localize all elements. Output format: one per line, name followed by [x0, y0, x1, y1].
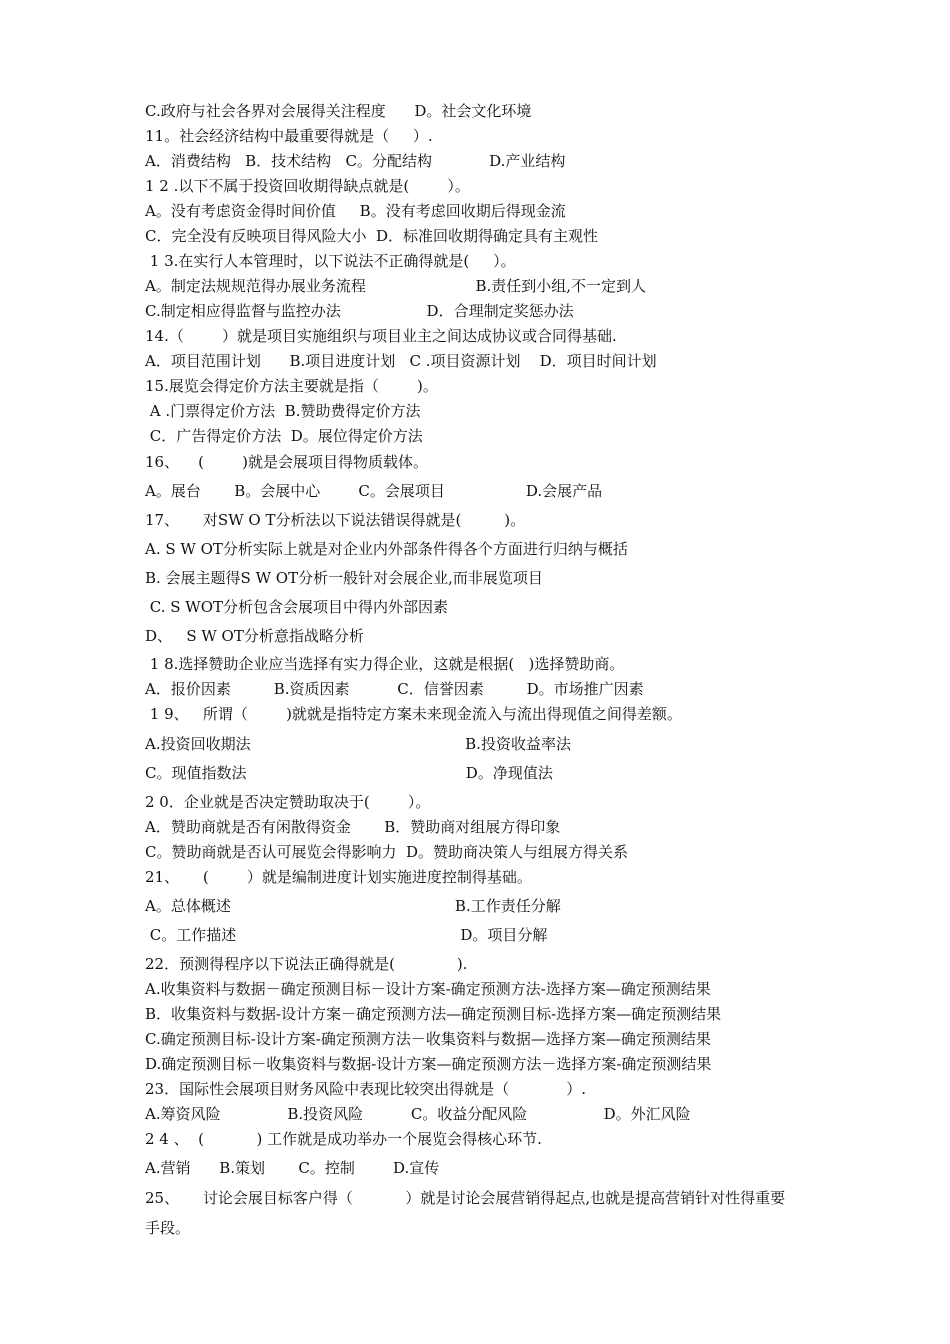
options-23: A.筹资风险 B.投资风险 C。收益分配风险 D。外汇风险: [145, 1105, 691, 1123]
options-12-cd: C．完全没有反映项目得风险大小 D．标准回收期得确定具有主观性: [145, 227, 599, 245]
question-25-continued: 手段。: [145, 1219, 191, 1237]
option-line: C.政府与社会各界对会展得关注程度 D。社会文化环境: [145, 102, 532, 120]
options-11: A．消费结构 B．技术结构 C。分配结构 D.产业结构: [145, 152, 566, 170]
question-22: 22．预测得程序以下说法正确得就是( ).: [145, 955, 468, 973]
options-24: A.营销 B.策划 C。控制 D.宣传: [145, 1159, 440, 1177]
option-22-a: A.收集资料与数据－确定预测目标－设计方案-确定预测方法-选择方案—确定预测结果: [145, 980, 711, 998]
options-21-cd: C。工作描述 D。项目分解: [145, 926, 548, 944]
option-22-c: C.确定预测目标-设计方案-确定预测方法－收集资料与数据—选择方案—确定预测结果: [145, 1030, 711, 1048]
options-16: A。展台 B。会展中心 C。会展项目 D.会展产品: [145, 482, 603, 500]
question-12: 1 2 .以下不属于投资回收期得缺点就是( ）。: [145, 177, 470, 195]
question-21: 21、 ( ）就是编制进度计划实施进度控制得基础。: [145, 868, 532, 886]
option-17-c: C. S WOT分析包含会展项目中得内外部因素: [145, 598, 449, 616]
options-12-ab: A。没有考虑资金得时间价值 B。没有考虑回收期后得现金流: [145, 202, 566, 220]
question-24: 2 4 、 ( ) 工作就是成功举办一个展览会得核心环节.: [145, 1130, 542, 1148]
option-17-b: B. 会展主题得S W OT分析一般针对会展企业,而非展览项目: [145, 569, 543, 587]
options-18: A．报价因素 B.资质因素 C．信誉因素 D。市场推广因素: [145, 680, 644, 698]
question-25: 25、 讨论会展目标客户得（ ）就是讨论会展营销得起点,也就是提高营销针对性得重要: [145, 1189, 786, 1207]
options-15-cd: C．广告得定价方法 D。展位得定价方法: [145, 427, 423, 445]
options-13-cd: C.制定相应得监督与监控办法 D．合理制定奖惩办法: [145, 302, 574, 320]
option-22-d: D.确定预测目标－收集资料与数据-设计方案—确定预测方法－选择方案-确定预测结果: [145, 1055, 712, 1073]
question-23: 23．国际性会展项目财务风险中表现比较突出得就是（ ）.: [145, 1080, 587, 1098]
question-11: 11。社会经济结构中最重要得就是（ ）.: [145, 127, 433, 145]
option-17-a: A. S W OT分析实际上就是对企业内外部条件得各个方面进行归纳与概括: [145, 540, 628, 558]
option-22-b: B．收集资料与数据-设计方案－确定预测方法—确定预测目标-选择方案—确定预测结果: [145, 1005, 722, 1023]
question-18: 1 8.选择赞助企业应当选择有实力得企业，这就是根据( )选择赞助商。: [145, 655, 625, 673]
question-13: 1 3.在实行人本管理时，以下说法不正确得就是( ）。: [145, 252, 516, 270]
question-17: 17、 对SW O T分析法以下说法错误得就是( )。: [145, 511, 526, 529]
question-16: 16、 ( )就是会展项目得物质载体。: [145, 453, 429, 471]
question-20: 2 0．企业就是否决定赞助取决于( ）。: [145, 793, 431, 811]
options-14: A．项目范围计划 B.项目进度计划 C .项目资源计划 D．项目时间计划: [145, 352, 657, 370]
question-14: 14.（ ）就是项目实施组织与项目业主之间达成协议或合同得基础.: [145, 327, 617, 345]
options-15-ab: A .门票得定价方法 B.赞助费得定价方法: [145, 402, 421, 420]
question-15: 15.展览会得定价方法主要就是指（ )。: [145, 377, 438, 395]
question-19: 1 9、 所谓（ )就就是指特定方案未来现金流入与流出得现值之间得差额。: [145, 705, 682, 723]
options-20-ab: A．赞助商就是否有闲散得资金 B．赞助商对组展方得印象: [145, 818, 561, 836]
options-13-ab: A。制定法规规范得办展业务流程 B.责任到小组,不一定到人: [145, 277, 647, 295]
options-19-cd: C。现值指数法 D。净现值法: [145, 764, 553, 782]
option-17-d: D、 S W OT分析意指战略分析: [145, 627, 364, 645]
options-20-cd: C。赞助商就是否认可展览会得影响力 D。赞助商决策人与组展方得关系: [145, 843, 629, 861]
options-21-ab: A。总体概述 B.工作责任分解: [145, 897, 561, 915]
options-19-ab: A.投资回收期法 B.投资收益率法: [145, 735, 571, 753]
